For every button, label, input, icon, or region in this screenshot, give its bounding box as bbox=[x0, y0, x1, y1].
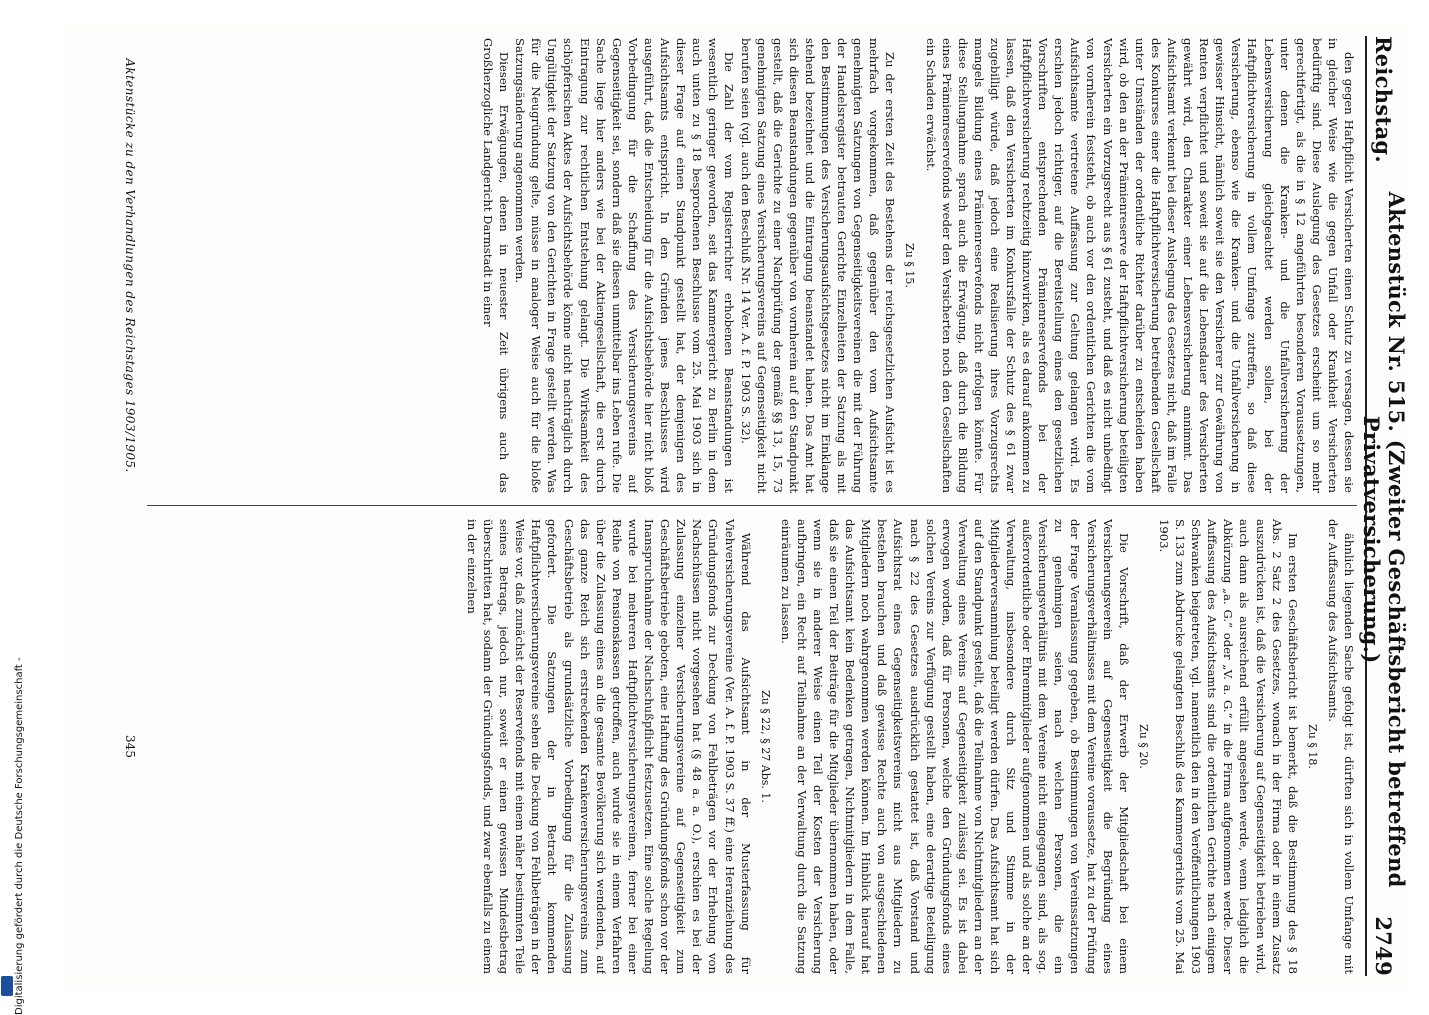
credit-text: Digitalisierung gefördert durch die Deutsche Forschungsgemeinschaft - bbox=[14, 657, 25, 1015]
column-divider bbox=[147, 505, 1357, 506]
paragraph: Diesen Erwägungen, denen in neuester Zeit übrigens auch das Großherzogliche Landgericht Darmstadt in einer bbox=[481, 38, 512, 493]
section-heading: Zu § 20. bbox=[1136, 724, 1150, 769]
scanned-page bbox=[64, 26, 1409, 986]
header-title: Aktenstück Nr. 515. (Zweiter Geschäftsbericht betreffend Privatversicherung.) bbox=[1359, 191, 1409, 888]
dfg-logo-icon bbox=[1, 976, 13, 996]
paragraph: den gegen Haftpflicht Versicherten einen Schutz zu versagen, dessen sie in gleicher Weise wie die gegen Unfall oder Krankheit Versicherten bedürftig sind. Diese Auslegung des Gesetzes erscheint um so mehr gerechtfertigt, als die in § 12 angeführten besonderen Voraussetzungen, unter denen die Kranken- und die Unfallversicherung der Lebensversicherung gleichgeachtet werden sollen, bei der Haftpflichtversicherung in vollem Umfange zutreffen, so daß diese Versicherung, ebenso wie die Kranken- und die Unfallversicherung in gewisser Hinsicht, nämlich soweit sie den Versicherer zur Gewährung von Renten verpflichtet und soweit sie auf die Lebensdauer des Versicherten gewährt wird, den Charakter einer Lebensversicherung annimmt. Das Aufsichtsamt verkennt bei dieser Auslegung des Gesetzes nicht, daß im Falle des Konkurses einer die Haftpflichtversicherung betreibenden Gesellschaft unter Umständen der ordentliche Richter darüber zu entscheiden haben wird, ob den an der Prämienreserve der Haftpflichtversicherung beteiligten Versicherten ein Vorzugsrecht aus § 61 zusteht, und daß es nicht unbedingt von vornherein feststeht, ob auch vor den ordentlichen Gerichten die vom Aufsichtsamte vertretene Auffassung zur Geltung gelangen wird. Es erschien jedoch richtiger, auf die Bereitstellung eines den gesetzlichen Vorschriften entsprechenden Prämienreservefonds bei der Haftpflichtversicherung rechtzeitig hinzuwirken, als es darauf ankommen zu lassen, daß den Versicherten im Konkursfalle der Schutz des § 61 zwar zugebilligt würde, daß jedoch eine Realisierung ihres Vorzugsrechts mangels Bildung eines Prämienreservefonds nicht erfolgen könnte. Für diese Stellungnahme sprach auch die Erwägung, daß durch die Bildung eines Prämienreservefonds weder den Versicherten noch den Gesellschaften ein Schaden erwächst. bbox=[923, 38, 1356, 493]
right-column bbox=[147, 519, 1357, 974]
header-page-number: 2749 bbox=[1371, 916, 1397, 976]
paragraph: Die Zahl der vom Registerrichter erhobenen Beanstandungen ist wesentlich geringer geworden, seit das Kammergericht zu Berlin in dem auch unten zu § 18 besprochenen Beschlusse vom 25. Mai 1903 sich in dieser Frage auf einen Standpunkt gestellt hat, der demjenigen des Aufsichtsamts entspricht. In den Gründen jenes Beschlusses wird ausgeführt, daß die Entscheidung für die Aufsichtsbehörde hier nicht bloß Vorbedingung für die Schaffung des Versicherungsvereins auf Gegenseitigkeit sei, sondern daß sie diesen unmittelbar ins Leben rufe. Die Sache liege hier anders wie bei der Aktiengesellschaft, die erst durch Eintragung zur rechtlichen Entstehung gelangt. Die Wirksamkeit des schöpferischen Aktes der Aufsichtsbehörde könne nicht nachträglich durch Ungültigkeit der Satzung von den Gerichten in Frage gestellt werden. Was für die Neugründung gelte, müsse in analoger Weise auch für die bloße Satzungsänderung angenommen werden. bbox=[513, 38, 737, 493]
paragraph: Im ersten Geschäftsbericht ist bemerkt, daß die Bestimmung des § 18 Abs. 2 Satz 2 des Gesetzes, wonach in der Firma oder in einem Zusatz auszudrücken ist, daß die Versicherung auf Gegenseitigkeit betrieben wird, auch dann als ausreichend erfüllt angesehen werde, wenn lediglich die Abkürzung „a. G.“ oder „V. a. G.“ in die Firma aufgenommen werde. Dieser Auffassung des Aufsichtsamts sind die ordentlichen Gerichte nach einigem Schwanken beigetreten, vgl. namentlich den in den Veröffentlichungen 1903 S. 133 zum Abdrucke gelangten Beschluß des Kammergerichts vom 25. Mai 1903. bbox=[1156, 519, 1300, 974]
digitization-credit bbox=[0, 40, 25, 1015]
section-heading: Zu § 15. bbox=[903, 243, 917, 288]
paragraph: Die Vorschrift, daß der Erwerb der Mitgliedschaft bei einem Versicherungsverein auf Gegenseitigkeit die Begründung eines Versicherungsverhältnisses mit dem Vereine voraussetze, hat zu der Prüfung der Frage Veranlassung gegeben, ob Bestimmungen von Vereinssatzungen zu genehmigen seien, nach welchen Personen, die ein Versicherungsverhältnis mit dem Vereine nicht eingegangen sind, als sog. außerordentliche oder Ehrenmitglieder aufgenommen und als solche an der Verwaltung, insbesondere durch Sitz und Stimme in der Mitgliederversammlung beteiligt werden dürfen. Das Aufsichtsamt hat sich auf den Standpunkt gestellt, daß die Teilnahme von Nichtmitgliedern an der Verwaltung eines Vereins auf Gegenseitigkeit zulässig sei. Es ist dabei erwogen worden, daß für Personen, welche den Gründungsfonds eines solchen Vereins zur Verfügung gestellt haben, eine derartige Beteiligung nach § 22 des Gesetzes ausdrücklich gestattet ist, daß Vorstand und Aufsichtsrat eines Gegenseitigkeitsvereins nicht aus Mitgliedern zu bestehen brauchen und daß gewisse Rechte auch von ausgeschiedenen Mitgliedern noch wahrgenommen werden können. Im Hinblick hierauf hat das Aufsichtsamt kein Bedenken getragen, Nichtmitgliedern in dem Falle, daß sie einen Teil der Beiträge für die Mitglieder übernommen haben, oder wenn sie in anderer Weise einen Teil der Kosten der Versicherung aufbringen, ein Recht auf Teilnahme an der Verwaltung durch die Satzung einräumen zu lassen. bbox=[778, 519, 1131, 974]
left-column bbox=[147, 38, 1357, 493]
section-heading: Zu § 22, § 27 Abs. 1. bbox=[758, 690, 772, 803]
paragraph: Zu der ersten Zeit des Bestehens der reichsgesetzlichen Aufsicht ist es mehrfach vorgekommen, daß gegenüber den vom Aufsichtsamte genehmigten Satzungen von Gegenseitigkeitsvereinen die mit der Führung der Handelsregister betrauten Gerichte Einzelheiten der Satzung als mit den Bestimmungen des Versicherungsaufsichtsgesetzes nicht im Einklange stehend bezeichnet und die Eintragung beanstandet haben. Das Amt hat sich diesen Beanstandungen gegenüber von vornherein auf den Standpunkt gestellt, daß die Gerichte zu einer Nachprüfung der gemäß §§ 13, 15, 73 genehmigten Satzung eines Versicherungsvereins auf Gegenseitigkeit nicht berufen seien (vgl. auch den Beschluß Nr. 14 Ver. A. f. P. 1903 S. 32). bbox=[738, 38, 898, 493]
paragraph: ähnlich liegenden Sache gefolgt ist, dürften sich in vollem Umfange mit der Auffassung des Aufsichtsamts. bbox=[1325, 519, 1356, 974]
paragraph: Während das Aufsichtsamt in der Musterfassung für Viehversicherungsvereine (Ver. A. f. P. 1903 S. 37 ff.) eine Heranziehung des Gründungsfonds zur Deckung von Fehlbeträgen vor der Erhebung von Nachschüssen nicht vorgesehen hat (§ 48 a. a. O.), erschien es bei der Zulassung einzelner Versicherungsvereine auf Gegenseitigkeit zum Geschäftsbetriebe geboten, eine Haftung des Gründungsfonds schon vor der Inanspruchnahme der Nachschußpflicht festzusetzen. Eine solche Regelung wurde bei mehreren Haftpflichtversicherungsvereinen, ferner bei einer Reihe von Pensionskassen getroffen, auch wurde sie in einem Verfahren über die Zulassung eines an die gesamte Bevölkerung sich wendenden, auf das ganze Reich sich erstreckenden Krankenversicherungsvereins zum Geschäftsbetrieb als grundsätzliche Vorbedingung für die Zulassung gefordert. Die Satzungen der in Betracht kommenden Haftpflichtversicherungsvereine sehen die Deckung von Fehlbeträgen in der Weise vor, daß zunächst der Reservefonds mit einem näher bestimmten Teile seines Betrags, jedoch nur, soweit er einen gewissen Mindestbetrag überschritten hat, sodann der Gründungsfonds, und zwar ebenfalls zu einem in der einzelnen bbox=[465, 519, 753, 974]
section-heading: Zu § 18. bbox=[1305, 724, 1319, 769]
header-left: Reichstag. bbox=[1371, 36, 1397, 163]
page-header bbox=[1359, 36, 1409, 976]
footer-source-note: Aktenstücke zu den Verhandlungen des Reichstages 1903/1905. bbox=[123, 58, 137, 473]
footer-page-number: 345 bbox=[123, 735, 137, 758]
